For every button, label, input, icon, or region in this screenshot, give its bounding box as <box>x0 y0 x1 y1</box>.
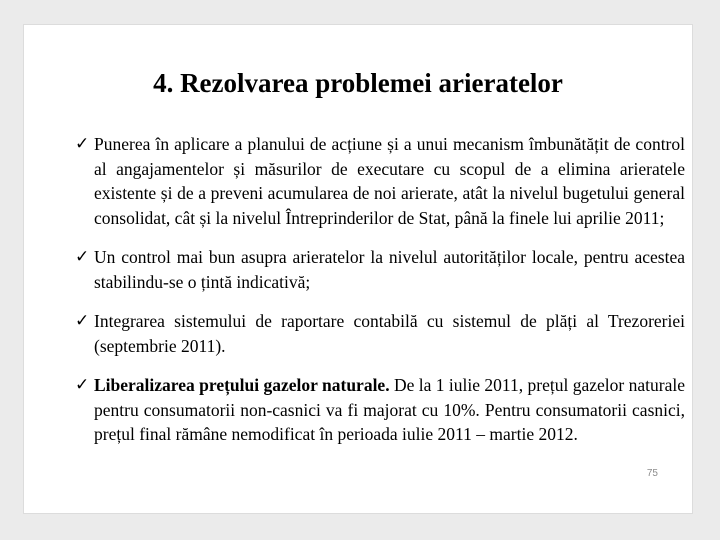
check-icon: ✓ <box>75 247 90 267</box>
bullet-text: Punerea în aplicare a planului de acțiune și a unui mecanism îmbunătățit de control al angajamentelor și măsurilor de executare cu scopul de a elimina arieratele existente și de a preveni acumularea de noi arierate, atât la nivelul bugetului general consolidat, cât și la nivelul Întreprinderilor de Stat, până la finele lui aprilie 2011; <box>94 134 685 228</box>
check-icon: ✓ <box>75 375 90 395</box>
bullet-text: Un control mai bun asupra arieratelor la nivelul autorităților locale, pentru acestea stabilindu-se o țintă indicativă; <box>94 247 685 292</box>
check-icon: ✓ <box>75 311 90 331</box>
slide-title: 4. Rezolvarea problemei arieratelor <box>153 68 563 98</box>
bullet-list <box>75 132 685 447</box>
page-number: 75 <box>646 468 658 479</box>
bullet-item-treasury <box>75 309 685 358</box>
bullet-text: De la 1 iulie 2011, prețul gazelor naturale pentru consumatorii non-casnici va fi majorat cu 10%. Pentru consumatorii casnici, prețul final rămâne nemodificat în perioada iulie 2011 – martie 2012. <box>94 375 685 444</box>
slide-card <box>23 24 693 514</box>
bullet-text: Integrarea sistemului de raportare contabilă cu sistemul de plăți al Trezoreriei (septembrie 2011). <box>94 311 685 356</box>
bullet-item-local-control <box>75 245 685 294</box>
bullet-item-gas-price <box>75 373 685 447</box>
bullet-item-action-plan <box>75 132 685 230</box>
check-icon: ✓ <box>75 134 90 154</box>
bullet-bold-lead: Liberalizarea prețului gazelor naturale. <box>94 375 390 395</box>
